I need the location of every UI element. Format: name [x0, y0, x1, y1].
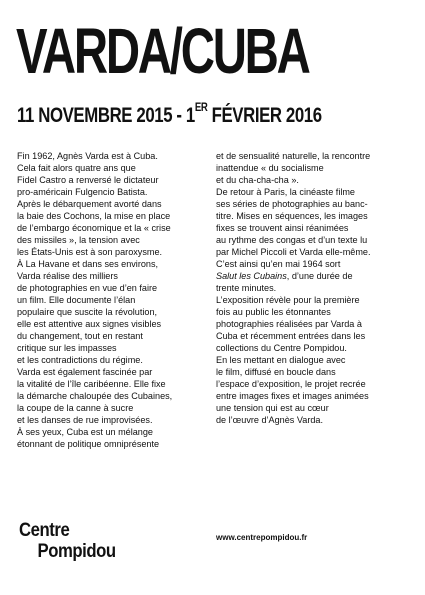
- body-text-line: la baie des Cochons, la mise en place: [17, 211, 171, 221]
- body-text-line: Salut les Cubains, d’une durée de: [216, 271, 353, 281]
- body-text-line: fixes se trouvent ainsi réanimées: [216, 223, 349, 233]
- exhibition-dates: [17, 100, 322, 128]
- body-text-line: collections du Centre Pompidou.: [216, 343, 347, 353]
- body-text-line: Fidel Castro a renversé le dictateur: [17, 175, 159, 185]
- body-text-line: un film. Elle documente l’élan: [17, 295, 136, 305]
- logo-line-centre: Centre: [19, 520, 70, 541]
- body-text-line: les États-Unis est à son paroxysme.: [17, 247, 163, 257]
- body-text-line: de l’embargo économique et la « crise: [17, 223, 171, 233]
- page-title: VARDA/CUBA: [16, 15, 309, 87]
- dates-superscript: ER: [194, 100, 208, 114]
- body-text-line: des missiles », la tension avec: [17, 235, 140, 245]
- body-text-line: populaire que suscite la révolution,: [17, 307, 158, 317]
- body-text-right-column: [216, 150, 416, 426]
- body-text-line: Cela fait alors quatre ans que: [17, 163, 136, 173]
- body-text-line: au rythme des congas et d’un texte lu: [216, 235, 368, 245]
- body-text-line: la démarche chaloupée des Cubaines,: [17, 391, 173, 401]
- logo-line-pompidou: Pompidou: [37, 541, 116, 562]
- body-text-line: À La Havane et dans ses environs,: [17, 259, 159, 269]
- body-text-line: et du cha-cha-cha ».: [216, 175, 299, 185]
- body-text-line: étonnant de politique omniprésente: [17, 439, 160, 449]
- dates-end: FÉVRIER 2016: [207, 104, 322, 127]
- film-title: Salut les Cubains: [216, 271, 287, 281]
- body-text-line: une tension qui est au cœur: [216, 403, 329, 413]
- body-text-line: de photographies en vue d’en faire: [17, 283, 158, 293]
- body-text-line: L’exposition révèle pour la première: [216, 295, 360, 305]
- body-text-line: À ses yeux, Cuba est un mélange: [17, 427, 153, 437]
- body-text-line: de l’œuvre d’Agnès Varda.: [216, 415, 323, 425]
- body-text-line: De retour à Paris, la cinéaste filme: [216, 187, 355, 197]
- body-text-line: elle est attentive aux signes visibles: [17, 319, 162, 329]
- body-text-line: pro-américain Fulgencio Batista.: [17, 187, 148, 197]
- body-text-line: photographies réalisées par Varda à: [216, 319, 362, 329]
- body-text-line: Varda réalise des milliers: [17, 271, 118, 281]
- body-text-line: et les danses de rue improvisées.: [17, 415, 153, 425]
- body-text-line: inattendue « du socialisme: [216, 163, 324, 173]
- body-text-line: du changement, tout en restant: [17, 331, 143, 341]
- body-text-line: ses séries de photographies au banc-: [216, 199, 368, 209]
- body-text-line: titre. Mises en séquences, les images: [216, 211, 368, 221]
- body-text-line: et de sensualité naturelle, la rencontre: [216, 151, 371, 161]
- body-text-line: C’est ainsi qu’en mai 1964 sort: [216, 259, 341, 269]
- body-text-line: par Michel Piccoli et Varda elle-même.: [216, 247, 371, 257]
- body-text-line: la vitalité de l’île caribéenne. Elle fixe: [17, 379, 166, 389]
- body-text-line: En les mettant en dialogue avec: [216, 355, 346, 365]
- body-text-line: le film, diffusé en boucle dans: [216, 367, 336, 377]
- body-text-line: Après le débarquement avorté dans: [17, 199, 162, 209]
- body-text-line: fois au public les étonnantes: [216, 307, 331, 317]
- body-text-left-column: [17, 150, 217, 450]
- body-text-line: la coupe de la canne à sucre: [17, 403, 134, 413]
- body-text-line: critique sur les impasses: [17, 343, 117, 353]
- centre-pompidou-logo: [19, 520, 116, 562]
- body-text-line: Varda est également fascinée par: [17, 367, 153, 377]
- body-text-line: et les contradictions du régime.: [17, 355, 143, 365]
- body-text-line: Fin 1962, Agnès Varda est à Cuba.: [17, 151, 158, 161]
- website-url[interactable]: www.centrepompidou.fr: [216, 533, 308, 542]
- body-text-line: entre images fixes et images animées: [216, 391, 369, 401]
- body-text-line: Cuba et récemment entrées dans les: [216, 331, 366, 341]
- body-text-line: l’espace d’exposition, le projet recrée: [216, 379, 366, 389]
- body-text-line: trente minutes.: [216, 283, 277, 293]
- dates-start: 11 NOVEMBRE 2015 - 1: [17, 104, 195, 127]
